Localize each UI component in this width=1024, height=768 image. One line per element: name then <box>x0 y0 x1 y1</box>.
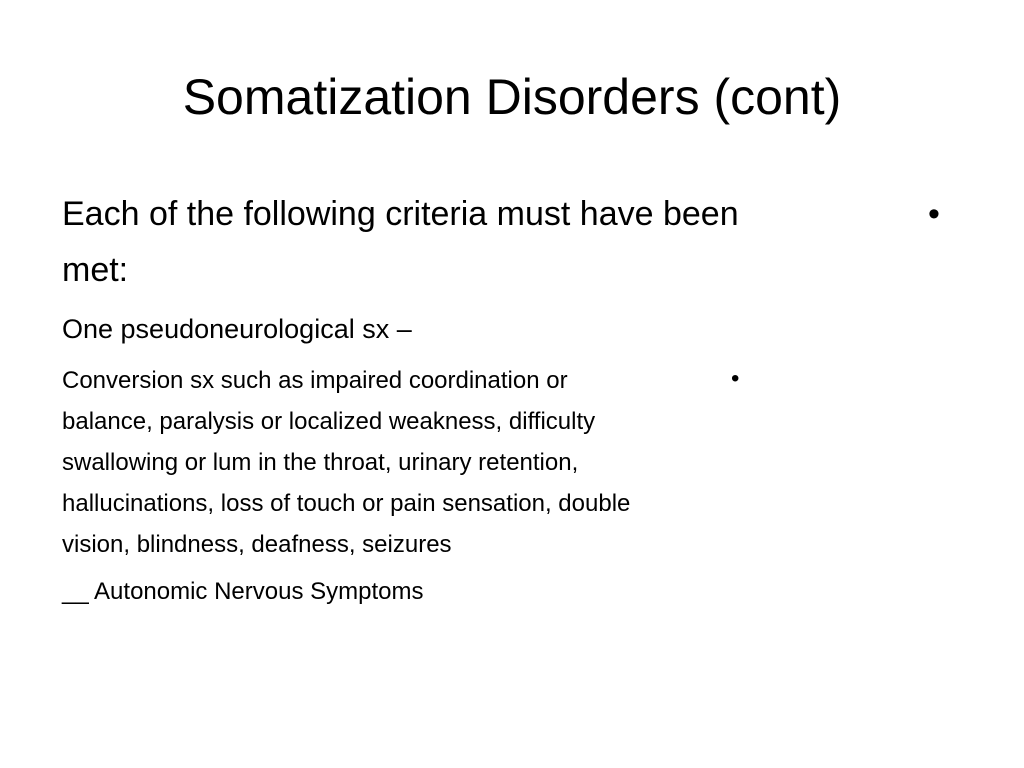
slide-title: Somatization Disorders (cont) <box>182 69 842 125</box>
conversion-text-line-1: Conversion sx such as impaired coordination or <box>62 367 568 394</box>
criteria-intro-line-1: Each of the following criteria must have been <box>62 195 739 233</box>
conversion-text-line-5: vision, blindness, deafness, seizures <box>62 531 452 558</box>
pseudoneurological-heading: One pseudoneurological sx – <box>62 314 412 344</box>
conversion-text-line-3: swallowing or lum in the throat, urinary retention, <box>62 449 579 476</box>
conversion-text-line-4: hallucinations, loss of touch or pain sensation, double <box>62 490 631 517</box>
bullet-marker: • <box>731 365 740 392</box>
autonomic-symptoms-line: __ Autonomic Nervous Symptoms <box>62 578 424 605</box>
criteria-intro-line-2: met: <box>62 251 129 289</box>
bullet-marker: • <box>928 195 940 233</box>
conversion-text-line-2: balance, paralysis or localized weakness, difficulty <box>62 408 596 435</box>
